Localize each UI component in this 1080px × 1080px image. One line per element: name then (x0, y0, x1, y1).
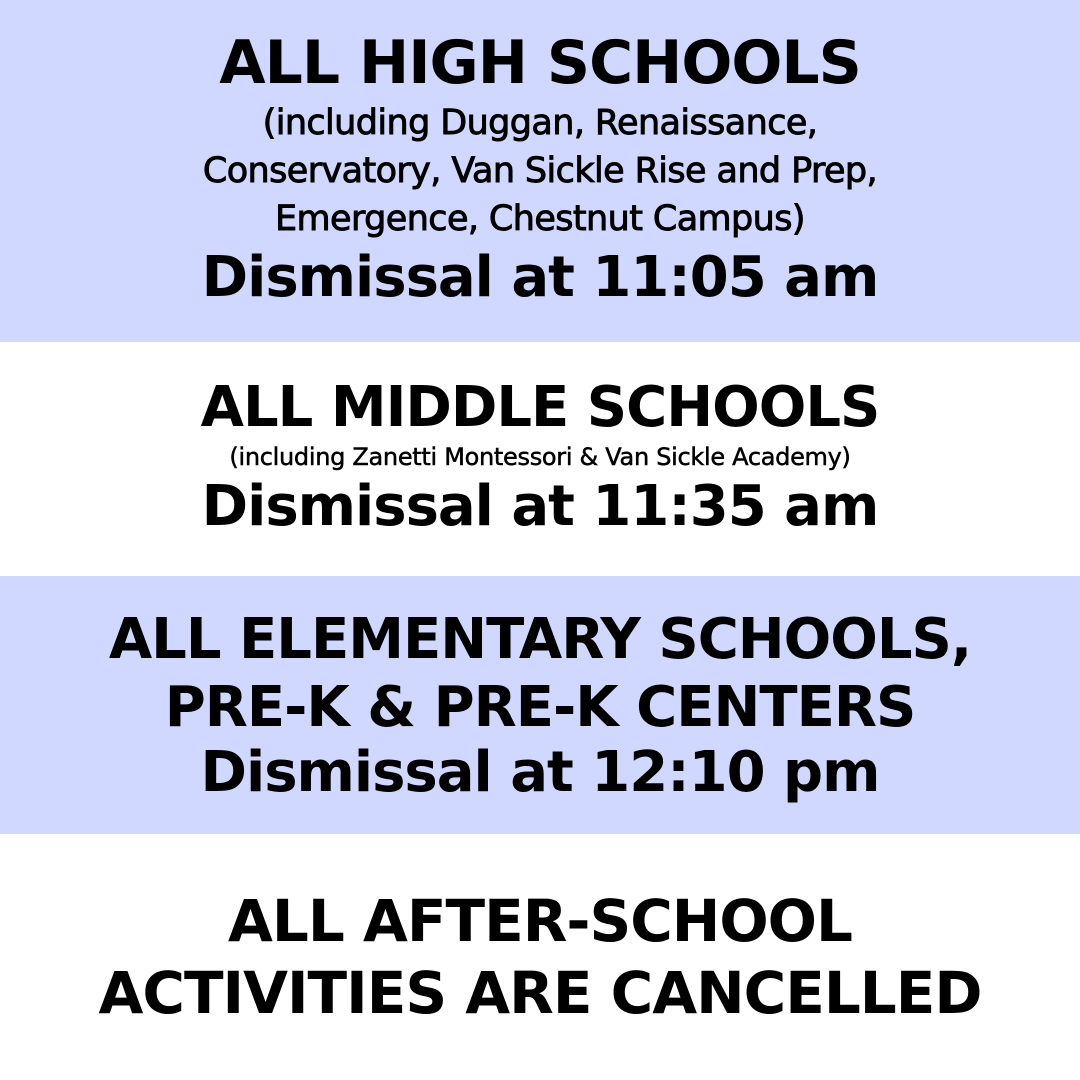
high-schools-subtext-line: Emergence, Chestnut Campus) (275, 199, 805, 240)
high-schools-subtext-line: Conservatory, Van Sickle Rise and Prep, (202, 151, 878, 192)
elementary-schools-section (0, 576, 1080, 834)
after-school-line: ACTIVITIES ARE CANCELLED (98, 959, 982, 1027)
middle-schools-section (0, 342, 1080, 576)
elementary-heading-line: PRE-K & PRE-K CENTERS (164, 675, 916, 741)
elementary-heading-line: ALL ELEMENTARY SCHOOLS, (108, 607, 972, 673)
high-schools-subtext (203, 99, 877, 243)
high-schools-dismissal: Dismissal at 11:05 am (201, 245, 879, 311)
elementary-schools-heading (109, 606, 971, 742)
after-school-line: ALL AFTER-SCHOOL (228, 887, 852, 955)
middle-schools-heading: ALL MIDDLE SCHOOLS (200, 375, 880, 441)
after-school-notice (98, 885, 981, 1029)
middle-schools-dismissal: Dismissal at 11:35 am (201, 474, 879, 540)
elementary-schools-dismissal: Dismissal at 12:10 pm (200, 740, 880, 806)
high-schools-heading: ALL HIGH SCHOOLS (219, 28, 861, 99)
high-schools-subtext-line: (including Duggan, Renaissance, (262, 103, 818, 144)
after-school-section (0, 834, 1080, 1080)
high-schools-section (0, 0, 1080, 342)
middle-schools-subtext: (including Zanetti Montessori & Van Sickle Academy) (229, 443, 851, 472)
